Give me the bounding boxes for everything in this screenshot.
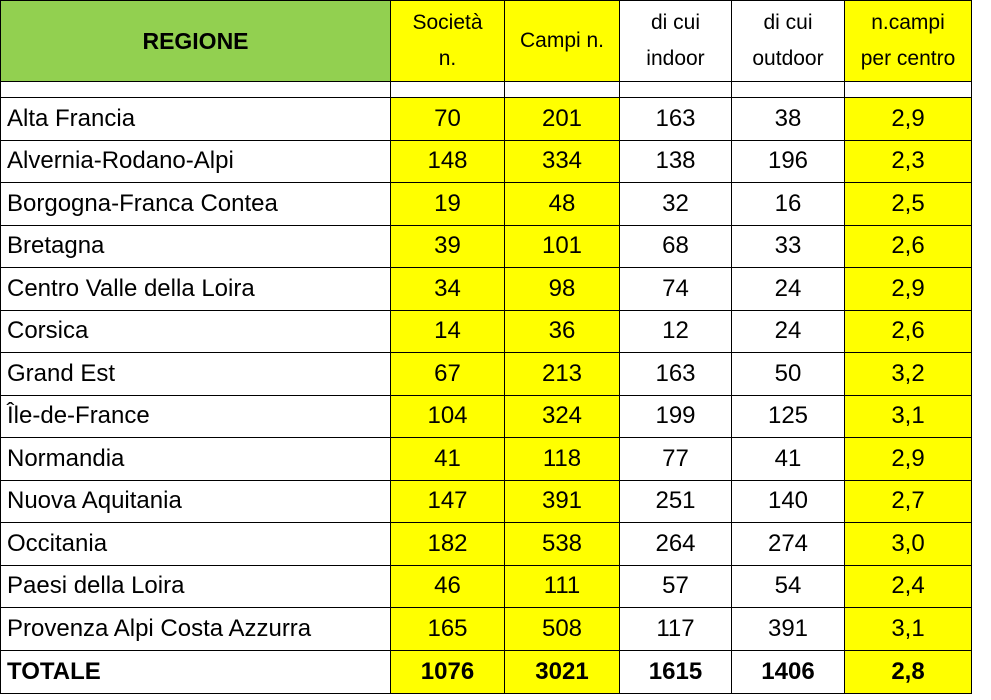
cell-regione: Provenza Alpi Costa Azzurra bbox=[1, 608, 391, 651]
header-per-centro-line1: n.campi bbox=[871, 11, 945, 34]
cell-outdoor: 196 bbox=[732, 140, 845, 183]
cell-outdoor: 50 bbox=[732, 353, 845, 396]
cell-societa: 14 bbox=[391, 310, 505, 353]
cell-indoor: 74 bbox=[620, 268, 732, 311]
header-outdoor-line2: outdoor bbox=[752, 47, 824, 70]
cell-societa: 165 bbox=[391, 608, 505, 651]
cell-societa: 67 bbox=[391, 353, 505, 396]
table-row bbox=[1, 480, 972, 523]
header-indoor-line2: indoor bbox=[646, 47, 705, 70]
cell-indoor: 251 bbox=[620, 480, 732, 523]
header-per-centro bbox=[845, 1, 972, 82]
header-campi: Campi n. bbox=[505, 1, 620, 82]
cell-per-centro: 3,1 bbox=[845, 395, 972, 438]
cell-campi: 508 bbox=[505, 608, 620, 651]
cell-per-centro: 2,6 bbox=[845, 225, 972, 268]
cell-campi: 36 bbox=[505, 310, 620, 353]
cell-societa: 19 bbox=[391, 183, 505, 226]
cell-per-centro: 2,5 bbox=[845, 183, 972, 226]
table-row bbox=[1, 395, 972, 438]
header-societa-line1: Società bbox=[412, 11, 483, 34]
cell-campi: 334 bbox=[505, 140, 620, 183]
spacer-cell bbox=[505, 82, 620, 98]
cell-campi: 118 bbox=[505, 438, 620, 481]
spacer-cell bbox=[620, 82, 732, 98]
cell-outdoor: 1406 bbox=[732, 650, 845, 693]
table-row bbox=[1, 565, 972, 608]
header-outdoor bbox=[732, 1, 845, 82]
spacer-cell bbox=[1, 82, 391, 98]
cell-regione: TOTALE bbox=[1, 650, 391, 693]
cell-indoor: 1615 bbox=[620, 650, 732, 693]
cell-regione: Centro Valle della Loira bbox=[1, 268, 391, 311]
cell-per-centro: 3,1 bbox=[845, 608, 972, 651]
cell-campi: 324 bbox=[505, 395, 620, 438]
cell-indoor: 138 bbox=[620, 140, 732, 183]
cell-regione: Alta Francia bbox=[1, 98, 391, 141]
cell-societa: 70 bbox=[391, 98, 505, 141]
cell-campi: 538 bbox=[505, 523, 620, 566]
spacer-cell bbox=[845, 82, 972, 98]
spacer-row bbox=[1, 82, 972, 98]
cell-regione: Nuova Aquitania bbox=[1, 480, 391, 523]
spacer-cell bbox=[732, 82, 845, 98]
table-row bbox=[1, 438, 972, 481]
cell-campi: 111 bbox=[505, 565, 620, 608]
cell-indoor: 163 bbox=[620, 353, 732, 396]
cell-per-centro: 2,4 bbox=[845, 565, 972, 608]
table-row bbox=[1, 523, 972, 566]
table-row bbox=[1, 183, 972, 226]
header-outdoor-line1: di cui bbox=[763, 11, 813, 34]
cell-outdoor: 24 bbox=[732, 310, 845, 353]
cell-regione: Borgogna-Franca Contea bbox=[1, 183, 391, 226]
cell-societa: 104 bbox=[391, 395, 505, 438]
cell-outdoor: 33 bbox=[732, 225, 845, 268]
cell-outdoor: 391 bbox=[732, 608, 845, 651]
cell-indoor: 68 bbox=[620, 225, 732, 268]
table-row bbox=[1, 140, 972, 183]
cell-societa: 34 bbox=[391, 268, 505, 311]
cell-campi: 201 bbox=[505, 98, 620, 141]
table-row bbox=[1, 225, 972, 268]
cell-per-centro: 2,3 bbox=[845, 140, 972, 183]
cell-regione: Paesi della Loira bbox=[1, 565, 391, 608]
cell-societa: 41 bbox=[391, 438, 505, 481]
cell-per-centro: 2,8 bbox=[845, 650, 972, 693]
cell-per-centro: 3,2 bbox=[845, 353, 972, 396]
cell-regione: Grand Est bbox=[1, 353, 391, 396]
table-row bbox=[1, 268, 972, 311]
cell-indoor: 12 bbox=[620, 310, 732, 353]
header-societa-line2: n. bbox=[438, 47, 457, 70]
cell-societa: 147 bbox=[391, 480, 505, 523]
cell-per-centro: 2,6 bbox=[845, 310, 972, 353]
cell-indoor: 117 bbox=[620, 608, 732, 651]
total-row bbox=[1, 650, 972, 693]
cell-outdoor: 24 bbox=[732, 268, 845, 311]
cell-regione: Alvernia-Rodano-Alpi bbox=[1, 140, 391, 183]
cell-regione: Occitania bbox=[1, 523, 391, 566]
cell-indoor: 163 bbox=[620, 98, 732, 141]
cell-indoor: 57 bbox=[620, 565, 732, 608]
table-row bbox=[1, 353, 972, 396]
header-regione: REGIONE bbox=[1, 1, 391, 82]
table-row bbox=[1, 310, 972, 353]
cell-outdoor: 38 bbox=[732, 98, 845, 141]
cell-per-centro: 2,9 bbox=[845, 438, 972, 481]
cell-indoor: 32 bbox=[620, 183, 732, 226]
cell-outdoor: 41 bbox=[732, 438, 845, 481]
cell-per-centro: 3,0 bbox=[845, 523, 972, 566]
cell-societa: 182 bbox=[391, 523, 505, 566]
cell-indoor: 199 bbox=[620, 395, 732, 438]
cell-campi: 213 bbox=[505, 353, 620, 396]
cell-outdoor: 54 bbox=[732, 565, 845, 608]
cell-outdoor: 140 bbox=[732, 480, 845, 523]
header-row bbox=[1, 1, 972, 82]
cell-per-centro: 2,7 bbox=[845, 480, 972, 523]
cell-regione: Île-de-France bbox=[1, 395, 391, 438]
cell-campi: 391 bbox=[505, 480, 620, 523]
cell-per-centro: 2,9 bbox=[845, 98, 972, 141]
cell-regione: Bretagna bbox=[1, 225, 391, 268]
cell-societa: 148 bbox=[391, 140, 505, 183]
cell-campi: 98 bbox=[505, 268, 620, 311]
table-row bbox=[1, 98, 972, 141]
cell-outdoor: 125 bbox=[732, 395, 845, 438]
cell-per-centro: 2,9 bbox=[845, 268, 972, 311]
cell-campi: 3021 bbox=[505, 650, 620, 693]
cell-outdoor: 16 bbox=[732, 183, 845, 226]
table-row bbox=[1, 608, 972, 651]
cell-outdoor: 274 bbox=[732, 523, 845, 566]
header-indoor bbox=[620, 1, 732, 82]
cell-campi: 48 bbox=[505, 183, 620, 226]
cell-societa: 39 bbox=[391, 225, 505, 268]
cell-societa: 1076 bbox=[391, 650, 505, 693]
cell-indoor: 264 bbox=[620, 523, 732, 566]
header-per-centro-line2: per centro bbox=[860, 47, 956, 70]
cell-indoor: 77 bbox=[620, 438, 732, 481]
header-societa bbox=[391, 1, 505, 82]
cell-regione: Normandia bbox=[1, 438, 391, 481]
cell-campi: 101 bbox=[505, 225, 620, 268]
spacer-cell bbox=[391, 82, 505, 98]
cell-regione: Corsica bbox=[1, 310, 391, 353]
header-indoor-line1: di cui bbox=[650, 11, 701, 34]
cell-societa: 46 bbox=[391, 565, 505, 608]
